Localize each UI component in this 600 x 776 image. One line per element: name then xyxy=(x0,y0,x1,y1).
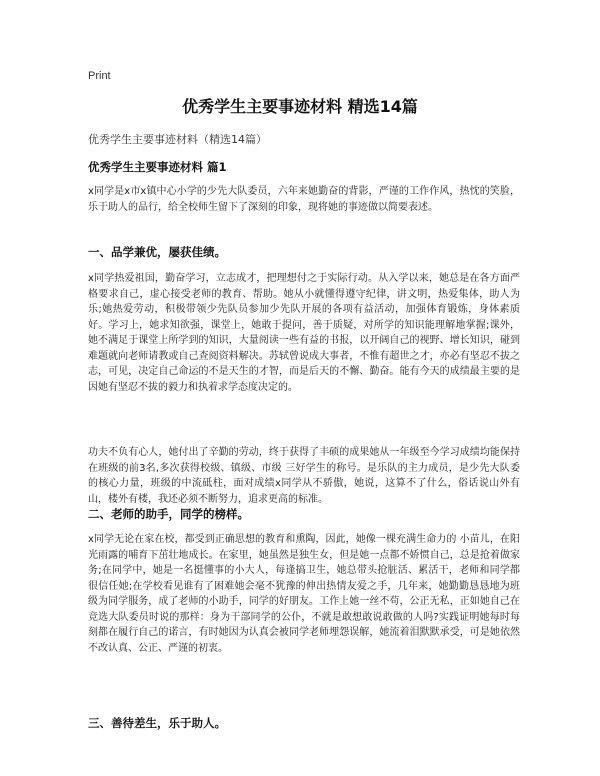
paragraph-3: x同学无论在家在校，都受到正确思想的教育和熏陶，因此，她像一棵充满生命力的 小苗儿，在阳光雨露的哺育下茁壮地成长。在家里，她虽然是独生女，但是她一点都不娇惯自己，总是抢着做家务;在同学中，她是一名挺懂事的小大人，每逢搞卫生，她总带头抢脏活、累活干，老师和同学都很信任她;在学校看见谁有了困难她会毫不犹豫的伸出热情友爱之手，几年来，她勤勤恳恳地为班级为同学服务，成了老师的小助手，同学的好朋友。工作上她一丝不苟，公正无私，正如她自己在竞选大队委员时说的那样：身为干部同学的公仆，不就是敢想敢说敢做的人吗?实践证明她每时每刻都在履行自己的诺言，有时她因为认真会被同学老师埋怨误解，她流着泪默默承受，可是她依然不改认真、公正、严谨的初衷。 xyxy=(88,534,520,654)
section-title: 优秀学生主要事迹材料 篇1 xyxy=(88,160,227,174)
heading-3: 三、善待差生，乐于助人。 xyxy=(88,716,226,730)
paragraph-2: 功夫不负有心人，她付出了辛勤的劳动，终于获得了丰硕的成果她从一年级至今学习成绩均能保持在班级的前3名,多次获得校级、镇级、市级 三好学生的称号。是乐队的主力成员，是少先大队委的核心力量，班级的中流砥柱，面对成绩x同学从不骄傲，她说，这算不了什么，俗话说山外有山，楼外有楼，我还必须不断努力，追求更高的标准。 xyxy=(88,447,520,505)
paragraph-1: x同学热爱祖国，勤奋学习，立志成才，把理想付之于实际行动。从入学以来，她总是在各方面严格要求自己，虚心接受老师的教育、帮助。她从小就懂得遵守纪律，讲文明，热爱集体，助人为乐;她热爱劳动，积极带领少先队员参加少先队开展的各项有益活动，加强体育锻炼，身体素质好。学习上，她求知欲强，课堂上，她敢于提问，善于质疑，对所学的知识能理解地掌握;课外，她不满足于课堂上所学到的知识，大量阅读一些有益的书报，以开阔自己的视野、增长知识，碰到难题就向老师请教或自己查阅资料解决。苏轼曾说成大事者，不惟有超世之才，亦必有坚忍不拔之志，可见，决定自己命运的不是天生的才智，而是后天的不懈、勤奋。能有今天的成绩最主要的是因她有坚忍不拔的毅力和执着求学态度决定的。 xyxy=(88,273,520,393)
intro-paragraph: x同学是x市x镇中心小学的少先大队委员，六年来她勤奋的背影，严谨的工作作风，热忱的笑脸，乐于助人的品行，给全校师生留下了深刻的印象，现将她的事迹做以简要表述。 xyxy=(88,186,520,213)
print-link[interactable]: Print xyxy=(88,70,111,82)
heading-2: 二、老师的助手，同学的榜样。 xyxy=(88,507,249,521)
heading-1: 一、品学兼优，屡获佳绩。 xyxy=(88,245,226,259)
page-title: 优秀学生主要事迹材料 精选14篇 xyxy=(182,97,418,116)
document-subtitle: 优秀学生主要事迹材料（精选14篇） xyxy=(88,133,267,146)
